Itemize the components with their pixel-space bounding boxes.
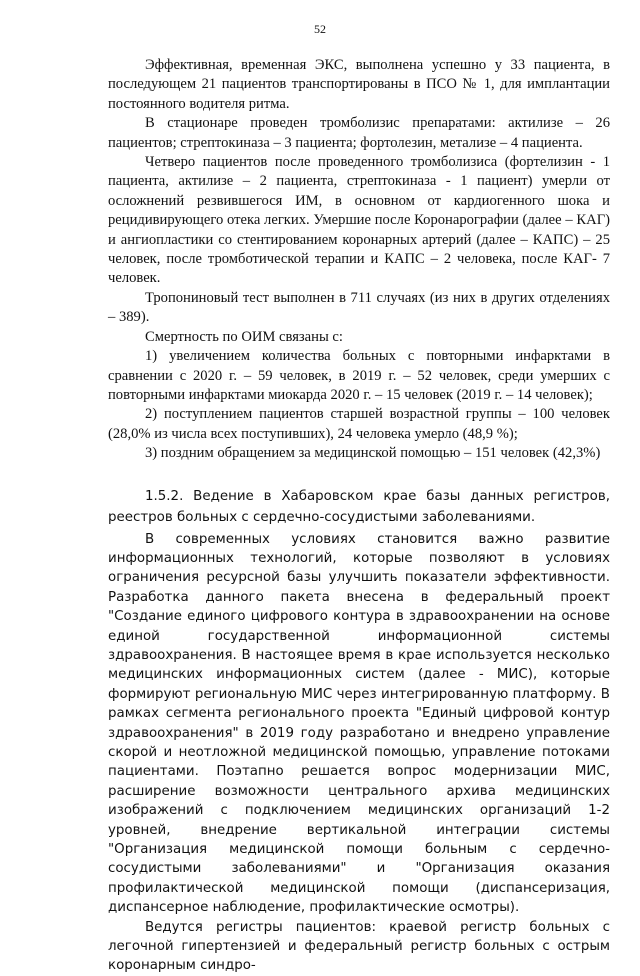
page-number: 52 [314,22,326,36]
page-body [108,56,610,976]
paragraph-mortality-1: 1) увеличением количества больных с повторными инфарктами в сравнении с 2020 г. – 59 человек, в 2019 г. – 52 человек, среди умерших с повторными инфарктами миокарда 2020 г. – 15 человек (2019 г. – 14 человек); [108,348,610,403]
paragraph-eks: Эффективная, временная ЭКС, выполнена успешно у 33 пациента, в последующем 21 пациентов транспортированы в ПСО № 1, для имплантации постоянного водителя ритма. [108,57,610,112]
paragraph-troponin: Тропониновый тест выполнен в 711 случаях (из них в других отделениях – 389). [108,289,610,326]
paragraph-registries: Ведутся регистры пациентов: краевой регистр больных с легочной гипертензией и федеральный регистр больных с острым коронарным синдро- [108,919,610,974]
paragraph-mortality-2: 2) поступлением пациентов старшей возрастной группы – 100 человек (28,0% из числа всех поступивших), 24 человека умерло (48,9 %); [108,406,610,442]
paragraph-mortality-intro: Смертность по ОИМ связаны с: [145,328,343,345]
section-heading: 1.5.2. Ведение в Хабаровском крае базы данных регистров, реестров больных с сердечно-сосудистыми заболеваниями. [108,488,610,525]
paragraph-information-systems: В современных условиях становится важно развитие информационных технологий, которые позволяют в условиях ограничения ресурсной базы улучшить показатели эффективности. Разработка данного пакета внесена в федеральный проект "Создание единого цифрового контура в здравоохранении на основе единой государственной информационной системы здравоохранения. В настоящее время в крае используется несколько медицинских информационных систем (далее - МИС), которые формируют региональную МИС через интегрированную платформу. В рамках сегмента регионального проекта "Единый цифровой контур здравоохранения" в 2019 году разработано и внедрено управление скорой и неотложной медицинской помощью, управление потоками пациентами. Поэтапно решается вопрос модернизации МИС, расширение возможности центрального архива медицинских изображений с подключением медицинских организаций 1-2 уровней, внедрение вертикальной интеграции системы "Организация медицинской помощи больным с сердечно-сосудистыми заболеваниями" и "Организация оказания профилактической медицинской помощи (диспансеризация, диспансерное наблюдение, профилактические осмотры). [108,531,610,916]
paragraph-mortality-3: 3) поздним обращением за медицинской помощью – 151 человек (42,3%) [145,445,601,462]
paragraph-deaths: Четверо пациентов после проведенного тромболизиса (фортелизин - 1 пациента, актилизе – 2 пациента, стрептокиназа - 1 пациент) умерли от осложнений резвившегося ИМ, в основном от кардиогенного шока и рецидивирующего отека легких. Умершие после Коронарографии (далее – КАГ) и ангиопластики со стентированием коронарных артерий (далее – КАПС) – 25 человек, после тромботической терапии и КАПС – 2 человека, после КАГ- 7 человек. [108,154,610,287]
paragraph-thrombolysis: В стационаре проведен тромболизис препаратами: актилизе – 26 пациентов; стрептокиназа – 3 пациента; фортолезин, метализе – 4 пациента. [108,115,610,151]
